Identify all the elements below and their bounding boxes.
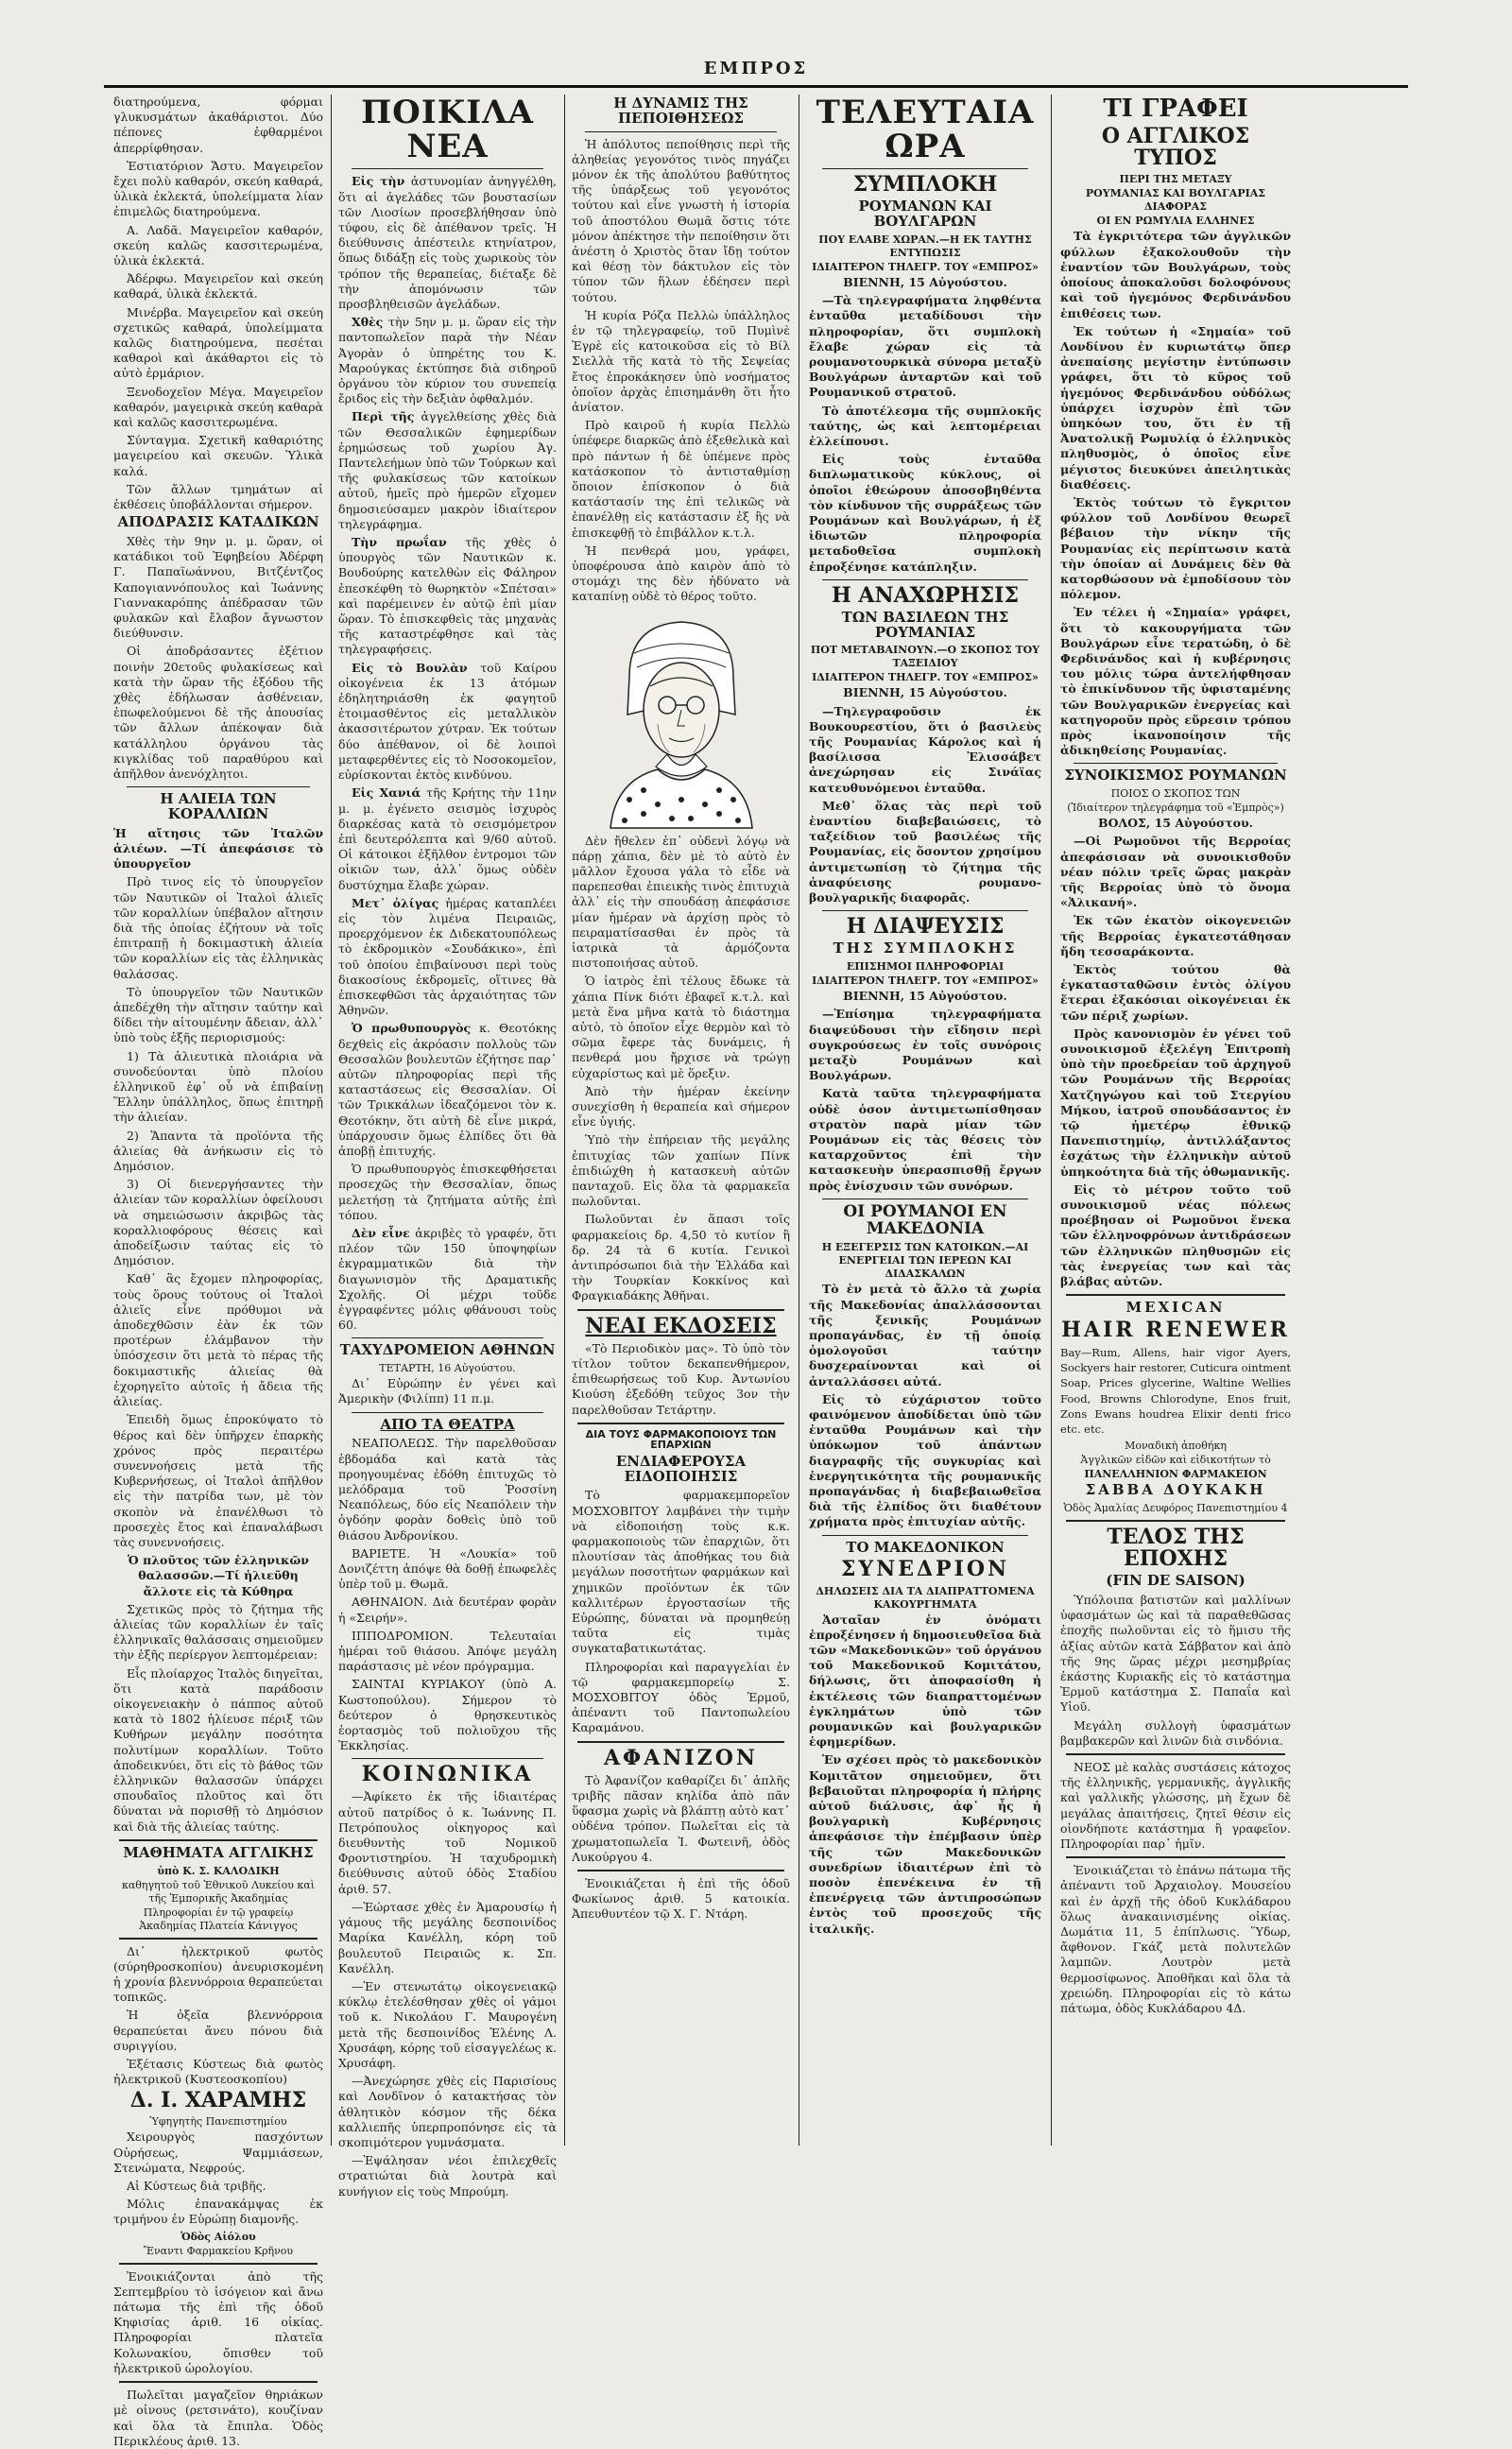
divider bbox=[352, 1758, 543, 1759]
ad-text: Bay—Rum, Allens, hair vigor Ayers, Sockyers hair restorer, Cuticura ointment Soap, Prices glycerine, Waltine Wellies Food, Browns Chlorodyne, Enos fruit, Zons Ewans houdrea Elixir denti frico etc. etc. bbox=[1060, 1346, 1291, 1437]
headline-ti-grafei: ΤΙ ΓΡΑΦΕΙ bbox=[1103, 95, 1248, 123]
subheadline: Ὁ πλοῦτος τῶν ἑλληνικῶν θαλασσῶν.—Τί ἡλιεῦθη ἄλλοτε εἰς τὰ Κύθηρα bbox=[128, 1553, 309, 1598]
article-text: Ἡ πενθερά μου, γράφει, ὑποφέρουσα ἀπὸ καιρὸν ἀπὸ τὸ στομάχι της δὲν ἠδύνατο νὰ καταπίνῃ οὐδὲ τὸ θέρος τοῦτο. bbox=[572, 543, 790, 604]
headline-apodraseis: ΑΠΟΔΡΑΣΙΣ ΚΑΤΑΔΙΚΩΝ bbox=[117, 513, 319, 531]
headline-koinonika: ΚΟΙΝΩΝΙΚΑ bbox=[361, 1762, 534, 1787]
ad-line: Ἀγγλικῶν εἰδῶν καὶ εἰδικοτήτων τὸ bbox=[1080, 1454, 1271, 1467]
headline-neai: ΝΕΑΙ ΕΚΔΟΣΕΙΣ bbox=[585, 1313, 777, 1338]
lead-in: Τὴν πρωΐαν bbox=[352, 535, 447, 550]
headline-anachorisis: Η ΑΝΑΧΩΡΗΣΙΣ bbox=[831, 582, 1020, 608]
lead-in: Δὲν εἶνε bbox=[352, 1225, 410, 1240]
article-text: Δι᾽ Εὐρώπην ἐν γένει καὶ Ἀμερικὴν (Φιλίππ) 11 π.μ. bbox=[338, 1376, 557, 1406]
headline-aleia: Η ΑΛΙΕΙΑ ΤΩΝ ΚΟΡΑΛΛΙΩΝ bbox=[160, 790, 277, 823]
subheadline: ΙΔΙΑΙΤΕΡΟΝ ΤΗΛΕΓΡ. ΤΟΥ «ΕΜΠΡΟΣ» bbox=[812, 671, 1039, 684]
headline-dynamis: Η ΔΥΝΑΜΙΣ ΤΗΣ ΠΕΠΟΙΘΗΣΕΩΣ bbox=[613, 95, 748, 127]
headline-enaia: ΕΝΔΙΑΦΕΡΟΥΣΑ ΕΙΔΟΠΟΙΗΣΙΣ bbox=[615, 1452, 747, 1485]
ad-text: Δι᾽ ἠλεκτρικοῦ φωτὸς (σύρηθροσκοπίου) ἀνευρισκομένη ἡ χρονία βλεννόρροια θεραπεύεται τοπικῶς. bbox=[113, 1943, 323, 2005]
article-text: τὴν 5ην μ. μ. ὥραν εἰς τὴν παντοπωλεῖον παρὰ τὴν Νέαν Ἀγορὰν ὁ ὑπηρέτης του Κ. Μαρούγκας ἐκτύπησε διὰ σιδηροῦ ὀργάνου τὸν κύριον του συνεπείᾳ ἔριδος εἰς τὴν δεξιὰν ὀφθαλμόν. bbox=[338, 315, 557, 406]
divider bbox=[1066, 1753, 1285, 1755]
article-text: ΝΕΑΠΟΛΕΩΣ. Τὴν παρελθοῦσαν ἑβδομάδα καὶ κατὰ τὰς προηγουμένας ἐδόθη ἐπιτυχῶς τὸ μελόδραμα τοῦ Ῥοσσίνη Νεαπόλεως, δύο εἰς Νεαπόλειν τὴν ὀγδόην φορὰν δοθεὶς ὑπὸ τοῦ θιάσου Ἀνδρονίκου. bbox=[338, 1436, 557, 1543]
headline-synedrion: ΣΥΝΕΔΡΙΟΝ bbox=[840, 1557, 1010, 1582]
article-text: Ξενοδοχεῖον Μέγα. Μαγειρεῖον καθαρόν, μαγειρικὰ σκεύη καθαρὰ καὶ καλῶς κασσιτερωμένα. bbox=[113, 384, 323, 430]
divider bbox=[577, 1870, 784, 1871]
article-text: Ἐκτὸς τούτων τὸ ἔγκριτον φύλλον τοῦ Λονδίνου θεωρεῖ βέβαιον τὴν νίκην τῆς Ρουμανίας εἰς περίπτωσιν κατὰ τὴν ὁποίαν αἱ Δυνάμεις δὲν θὰ κατορθώσουν νὰ ἐμποδίσουν τὸν πόλεμον. bbox=[1060, 494, 1291, 602]
divider bbox=[1066, 1520, 1285, 1522]
subheadline: ΠΕΡΙ ΤΗΣ ΜΕΤΑΞΥ bbox=[1119, 173, 1232, 186]
lead-in: Μετ᾽ ὀλίγας bbox=[352, 895, 439, 910]
headline-mexican: MEXICAN bbox=[1125, 1299, 1226, 1317]
ad-text: Ἐνοικιάζεται ἡ ἐπὶ τῆς ὁδοῦ Φωκίωνος ἀριθ. 5 κατοικία. Ἀπευθυντέον τῷ Χ. Γ. Ντάρη. bbox=[572, 1875, 790, 1922]
article-text: Εἷς πλοίαρχος Ἰταλὸς διηγεῖται, ὅτι κατὰ παράδοσιν οἰκογενειακὴν ὁ πάππος αὐτοῦ κατὰ τὸ 1802 ἡλίευσε πέριξ τῶν Κυθήρων μεγάλην ποσότητα πολυτίμων κοραλλίων. Τοῦτο ἀποδεικνύει, ὅτι εἰς τὸ βάθος τῶν ἑλληνικῶν θαλασσῶν ὑπάρχει σπουδαῖος πλοῦτος καὶ ὅτι δύναται νὰ πορισθῇ τὸ Δημόσιον καὶ διὰ τῆς ἁλιείας ταύτης. bbox=[113, 1665, 323, 1834]
article-text: τῆς Κρήτης τὴν 11ην μ. μ. ἐγένετο σεισμὸς ἰσχυρὸς διαρκέσας κατὰ τὸ σεισμόμετρον ἐπὶ δευτερόλεπτα καὶ 9/60 αὐτοῦ. Οἱ κάτοικοι ἐξῆλθον ἐντρομοι τῶν οἰκιῶν των, ἀλλ᾽ ὅμως οὐδὲν δυστύχημα ἔλαβε χώραν. bbox=[338, 785, 558, 892]
article-text: Πρὸς κανονισμὸν ἐν γένει τοῦ συνοικισμοῦ ἐξελέγη Ἐπιτροπὴ ὑπὸ τὴν προεδρείαν τοῦ ἀρχηγοῦ τῶν Ρουμάνων τῆς Βερροίας Χατζηγώγου καὶ τοῦ Στεργίου Μήκου, ἰατροῦ σπουδάσαντος ἐν τῷ ἡμετέρῳ ἐθνικῷ Πανεπιστημίῳ, ἀντιλλάξαντος ἐσχάτως τὴν ἑλληνικὴν αὐτοῦ ὑπηκοότητα διὰ τῆς ὀθωμανικῆς. bbox=[1060, 1026, 1291, 1179]
divider bbox=[822, 579, 1028, 580]
divider bbox=[822, 910, 1028, 911]
headline-teleutaia-ora: ΤΕΛΕΥΤΑΙΑ ΩΡΑ bbox=[816, 94, 1035, 165]
column-divider bbox=[1051, 95, 1052, 2146]
portrait-illustration bbox=[592, 611, 771, 828]
article-text: Ἐπειδὴ ὅμως ἐπροκύψατο τὸ θέρος καὶ δὲν ὑπῆρχεν ἐπαρκὴς χρόνος πρὸς περαιτέρω συνεννοήσεις μετὰ τῆς Κυβερνήσεως, οἱ Ἰταλοὶ ἀπῆλθον εἰς τὴν πατρίδα των, μὲ τὸν σκοπὸν νὰ ἐπανέλθωσι τὸ προσεχὲς ἔτος καὶ ἐπαναλάβωσι τὰς συνεννοήσεις. bbox=[113, 1412, 323, 1549]
subheadline: Ἡ αἴτησις τῶν Ἰταλῶν ἁλιέων. —Τί ἀπεφάσισε τὸ ὑπουργεῖον bbox=[113, 825, 323, 871]
divider bbox=[352, 168, 543, 169]
article-text: ΒΑΡΙΕΤΕ. Ἡ «Λουκία» τοῦ Δονιζέττη ἀπόψε θὰ δοθῇ ἐπωφελὲς ὑπὲρ τοῦ μ. Θωμᾶ. bbox=[338, 1545, 557, 1592]
ad-line: Πληροφορίαι ἐν τῷ γραφείῳ Ἀκαδημίας Πλατεία Κάνιγγος bbox=[139, 1906, 298, 1932]
headline-symplokis: ΤΗΣ ΣΥΜΠΛΟΚΗΣ bbox=[833, 940, 1018, 957]
divider bbox=[1066, 1856, 1285, 1858]
article-text: Τὰ ἐγκριτότερα τῶν ἀγγλικῶν φύλλων ἐξακολουθοῦν τὴν ἐναντίον τῶν Βουλγάρων, τοὺς ὁποίους ἀποκαλοῦσι δολοφόνους καὶ τοῦ ἡγεμόνος Φερδινάνδου ἐπιθέσεις των. bbox=[1060, 229, 1291, 320]
article-text: Εἰς τὸ εὐχάριστον τοῦτο φαινόμενον ἀποδίδεται ὑπὸ τῶν ἐνταῦθα Ρουμάνων καὶ τὴν ὑπόκωμον τοῦ ἀπάντων διαγραφῆς τῆς συγκυρίας καὶ ἐνεργητικότητα τῆς ρουμανικῆς προπαγάνδας ἡ διαβεβαιωθεῖσα διὰ τῆς ἐλπίδος ὅτι διαθέτουν χρήματα πρὸς ἐπιτυχίαν αὐτῆς. bbox=[809, 1391, 1041, 1529]
article-text: κ. Θεοτόκης δεχθεὶς εἰς ἀκρόασιν πολλοὺς τῶν Θεσσαλῶν βουλευτῶν ἐζήτησε παρ᾽ αὐτῶν πληροφορίας περὶ τῆς καταστάσεως εἰς Θεσσαλίαν. Οἱ τῶν Τρικκάλων ἰδεαζόμενοι τὸν κ. Θεοτόκην, ὅτι αὐτὴ δὲ εἶνε μικρά, ὑπάρχουσιν ὅμως ἐλπίδες ὅτι θὰ ἀποβῇ ἐπιτυχής. bbox=[338, 1021, 557, 1158]
headline-fin-de-saison: (FIN DE SAISON) bbox=[1106, 1572, 1246, 1590]
article-text: ἀστυνομίαν ἀνηγγέλθη, ὅτι αἱ ἀγελάδες τῶν βουστασίων τῶν Λιοσίων προσεβλήθησαν ὑπὸ τύφου, εἰς δὲ ἀπέθανον τρεῖς. Ἡ διεύθυνσις ἀπέστειλε κτηνίατρον, ὅπως διδάξῃ εἰς τοὺς χωρικοὺς τὸν τρόπον τῆς θεραπείας, διέταξε δὲ τὴν ἀπομόνωσιν τῶν προσβληθεισῶν ἀγελάδων. bbox=[338, 174, 557, 311]
ad-line: Ὁδὸς Ἀμαλίας Δευφόρος Πανεπιστημίου 4 bbox=[1063, 1502, 1288, 1515]
divider bbox=[822, 168, 1028, 169]
article-text: —Ἀνεχώρησε χθὲς εἰς Παρισίους καὶ Λονδῖνον ὁ κατακτήσας τὸν ἀθλητικὸν κόσμον τῆς δέκα καλλιεπῆς ὑπερπροπόνησε εἰς τὰ σκοπιμότερον γυμνάσματα. bbox=[338, 2074, 557, 2149]
article-text: —Ἐψάλησαν νέοι ἐπιλεχθεῖς στρατιώται διὰ λουτρὰ καὶ κυνήγιον εἰς τοὺς Μπρούμη. bbox=[338, 2153, 557, 2199]
headline-symploki: ΣΥΜΠΛΟΚΗ bbox=[852, 172, 998, 198]
column-1 bbox=[106, 95, 331, 2448]
article-text: Μεθ᾽ ὅλας τὰς περὶ τοῦ ἐναντίου διαβεβαιώσεις, τὸ ταξείδιον τοῦ βασιλέως τῆς Ρουμανίας, εἰς ὅσοντον χρησίμου ἀντιμετωπίσῃ τὸ ζήτημα τῆς ἀναφύεισης ρουμανο-βουλγαρικῆς διαφορᾶς. bbox=[809, 798, 1041, 905]
column-4 bbox=[801, 95, 1049, 2150]
article-text: τοῦ Καίρου οἰκογένεια ἐκ 13 ἀτόμων ἐδηλητηριάσθη ἐκ φαγητοῦ ἐτοιμασθέντος εἰς μεταλλικὸν ἀκασσιτέρωτον χύτραν. Ἐκ τούτων δύο ἀπέθανον, οἱ δὲ λοιποὶ μεταφερθέντες εἰς τὸ Νοσοκομεῖον, εὑρίσκονται ἐκτὸς κινδύνου. bbox=[338, 660, 557, 783]
subheadline: ΙΔΙΑΙΤΕΡΟΝ ΤΗΛΕΓΡ. ΤΟΥ «ΕΜΠΡΟΣ» bbox=[812, 260, 1039, 273]
article-text: Δὲν ἤθελεν ἐπ᾽ οὐδενὶ λόγῳ νὰ πάρῃ χάπια, δὲν μὲ τὸ αὐτὸ ἐν μᾶλλον ἔχουσα γάλα τὸ εἶδε νὰ παρεπεσθαι ἐπιεικὴς τινὸς ἐπιτυχιὰ ἀλλ᾽ εἰς τὴν σπουδάσῃ ἀπεφάσισε μίαν ἡμέραν νὰ ἀρχίσῃ πρὸς τὸ πειραματίσασθαι ἐν πρὸς τὰ ἰατρικὰ τὰ ἀρμόζοντα πιστοποιήσας αὐτοῦ. bbox=[572, 833, 790, 971]
headline-theatra: ΑΠΟ ΤΑ ΘΕΑΤΡΑ bbox=[380, 1415, 515, 1433]
article-text: Ἐκ τούτων ἡ «Σημαία» τοῦ Λονδίνου ἐν κυριωτάτῳ ὅπερ ἀνεπαίσης μεγίστην ἐντύπωσιν γράφει, ὅτι τὸ κῦρος τοῦ ἡγεμόνος Φερδινάνδου οὐδόλως ὑπάρχει ἰσχυρὸν ἐπὶ τῶν ὑπηκόων του, ὅτι ἐν τῇ Ἀνατολικῇ Ρωμυλίᾳ ὁ ἑλληνικὸς πληθυσμὸς, ὁ ὁποῖος εἶνε μέγιστος διευκύνει ἀπειλητικὰς διαθέσεις. bbox=[1060, 323, 1291, 492]
lead-in: Ὁ πρωθυπουργὸς bbox=[352, 1021, 472, 1036]
lead-in: Εἰς Χανιά bbox=[352, 785, 421, 801]
divider bbox=[585, 131, 777, 132]
article-text: —Ἐν στενωτάτῳ οἰκογενειακῷ κύκλῳ ἐτελέσθησαν χθὲς οἱ γάμοι τοῦ κ. Νικολάου Γ. Μαυρογένη μετὰ τῆς δεσποινίδος Ἑλένης Λ. Χρυσάφη, κόρης τοῦ εἰσαγγελέως κ. Χρυσάφη. bbox=[338, 1978, 557, 2070]
article-text: «Τὸ Περιοδικὸν μας». Τὸ ὑπὸ τὸν τίτλον τοῦτον δεκαπενθήμερον, ἐπιθεωρήσεως τοῦ Κυρ. Ἀντωνίου Κιούση ἐξεδόθη τεῦχος 3ον τὴν παρελθοῦσαν Τετάρτην. bbox=[572, 1340, 790, 1417]
ad-text: Αἱ Κύστεως διὰ τριβῆς. bbox=[127, 2179, 266, 2194]
divider bbox=[577, 1423, 784, 1424]
article-text: Ἀσταῖαν ἐν ὀνόματι ἐπροξένησεν ἡ δημοσιευθεῖσα διὰ τῶν «Μακεδονικῶν» τοῦ ὀργάνου τοῦ Μακεδονικοῦ Κομιτάτου, δήλωσις, ὅτι ἀποφασίσθη ἡ ἐκτέλεσις τῶν διαπραττομένων ἐγκλημάτων ὑπὸ τῶν ρουμανικῶν καὶ βουλγαρικῶν ἐφημερίδων. bbox=[809, 1612, 1041, 1750]
ad-line: Ὁδὸς Αἰόλου bbox=[180, 2230, 256, 2243]
article-text: Ἐν σχέσει πρὸς τὸ μακεδονικὸν Κομιτᾶτον σημειοῦμεν, ὅτι βεβαιοῦται πληροφορία ἡ πλήρης αὐτοῦ διάλυσις, ἀφ᾽ ἧς ἡ βουλγαρικὴ Κυβέρνησις ἀπεφάσισε τὴν ἐπέμβασιν ὑπὲρ τῆς τῶν Μακεδονικῶν συνεδρίων ἰδιαιτέρων ἐπὶ τὸ ποσὸν ἐπενέκεινα ἐν τῇ ἐπενέργειᾳ τῶν ἀντιπροσώπων ἐντὸς τοῦ προσεχοῦς τῆς ἰταλικῆς. bbox=[809, 1752, 1041, 1936]
ad-text: Ἐνοικιάζονται ἀπὸ τῆς Σεπτεμβρίου τὸ ἰσόγειον καὶ ἄνω πάτωμα τῆς ἐπὶ τῆς ὁδοῦ Κηφισίας ἀριθ. 16 οἰκίας. Πληροφορίαι πλατεῖα Κολωνακίου, ὄπισθεν τοῦ ἠλεκτρικοῦ ὡρολογίου. bbox=[113, 2268, 323, 2375]
headline-telos: ΤΕΛΟΣ ΤΗΣ ΕΠΟΧΗΣ bbox=[1107, 1525, 1245, 1572]
masthead-rule bbox=[104, 85, 1408, 88]
headline-vasileon: ΤΩΝ ΒΑΣΙΛΕΩΝ ΤΗΣ ΡΟΥΜΑΝΙΑΣ bbox=[841, 608, 1009, 641]
ad-line: Μοναδικὴ ἀποθήκη bbox=[1125, 1440, 1227, 1453]
article-text: Ὑπὸ τὴν ἐπήρειαν τῆς μεγάλης ἐπιτυχίας τῶν χαπίων Πίνκ ἐπιδιώχθη ἡ κατασκευὴ αὐτῶν πανταχοῦ. Εἰς ὅλα τὰ φαρμακεῖα πωλοῦνται. bbox=[572, 1132, 790, 1209]
article-text: 1) Τὰ ἁλιευτικὰ πλοιάρια νὰ συνοδεύονται ὑπὸ πλοίου ἑλληνικοῦ ἐφ᾽ οὗ νὰ ἐπιβαίνῃ Ἕλλην ὑπάλληλος, ὅπως ἐπιτηρῇ τὴν ἁλιείαν. bbox=[113, 1048, 323, 1125]
divider bbox=[352, 1412, 543, 1413]
article-text: —Τὰ τηλεγραφήματα ληφθέντα ἐνταῦθα μεταδίδουσι τὴν πληροφορίαν, ὅτι συμπλοκὴ ἔλαβε χώραν εἰς τὰ ρουμανοτουρκικὰ σύνορα μεταξὺ Βουλγάρων ἀνταρτῶν καὶ τοῦ Ρουμανικοῦ στρατοῦ. bbox=[809, 293, 1041, 400]
ad-text: Ἡ ὀξεῖα βλεννόρροια θεραπεύεται ἄνευ πόνου διὰ συριγγίου. bbox=[113, 2008, 323, 2053]
headline-synoikismos: ΣΥΝΟΙΚΙΣΜΟΣ ΡΟΥΜΑΝΩΝ bbox=[1064, 767, 1287, 785]
article-text: —Τηλεγραφοῦσιν ἐκ Βουκουρεστίου, ὅτι ὁ βασιλεὺς τῆς Ρουμανίας Κάρολος καὶ ἡ βασίλισσα Ἐλισσάβετ ἀνεχώρησαν εἰς Σινάϊας κατευθυνόμενοι ἐνταῦθα. bbox=[809, 703, 1041, 795]
divider bbox=[577, 1741, 784, 1743]
headline-hair-renewer: HAIR RENEWER bbox=[1061, 1317, 1290, 1342]
lead-in: Περὶ τῆς bbox=[352, 409, 415, 424]
headline-mathimata: ΜΑΘΗΜΑΤΑ ΑΓΓΛΙΚΗΣ bbox=[123, 1843, 314, 1861]
article-text: Πωλοῦνται ἐν ἅπασι τοῖς φαρμακείοις δρ. 4,50 τὸ κυτίον ἢ δρ. 24 τὰ 6 κυτία. Γενικοὶ ἀντιπρόσωποι διὰ τὴν Ἑλλάδα καὶ τὴν Τουρκίαν Κοκκίνος καὶ Φραγκιαδάκης Ἀθῆναι. bbox=[572, 1212, 790, 1303]
headline-anglikos: Ο ΑΓΓΛΙΚΟΣ ΤΥΠΟΣ bbox=[1101, 124, 1250, 171]
ad-text: Ἐνοικιάζεται τὸ ἐπάνω πάτωμα τῆς ἀπέναντι τοῦ Ἀρχαιολογ. Μουσείου καὶ ἐν ἀρχῇ τῆς ὁδοῦ Κυκλάδαρου ὅλως ἀνακαινισμένης οἰκίας. Δωμάτια 11, 5 ἐπίπλωσις. Ὕδωρ, ἄφθονον. Γκάζ μετὰ πολυτελῶν λαμπῶν. Λουτρὸν μετὰ θερμοσίφωνος. Ἀποθῆκαι καὶ ὅλα τὰ χρειώδη. Πληροφορίαι εἰς τὸ κάτω πάτωμα, ὁδὸς Κυκλάδαρου 4Δ. bbox=[1060, 1863, 1291, 2016]
article-text: Πρὸ καιροῦ ἡ κυρία Πελλὼ ὑπέφερε διαρκῶς ἀπὸ ἐξεθελικὰ καὶ πρὸ πάντων ἡ δὲ ὑπέμενε πρὸς κατάσκοπον τὸ ἀντισταθμίσῃ ὅποιον ἐπίσκοπον ὁ διὰ κατάστασίν της ἐπὶ τελικῶς νὰ ἐπανέλθῃ εἰς κατάστασιν ἐξ ἣς νὰ ἐπισκεφθῇ τὸ ἐπιβάλλον κ.τ.λ. bbox=[572, 418, 790, 540]
article-text: 3) Οἱ διενεργήσαντες τὴν ἁλιείαν τῶν κοραλλίων ὀφείλουσι νὰ σημειώσωσιν ἀκριβῶς τὰς κοραλλιοφόρους θέσεις καὶ ἀποδείξωσιν ταύτας εἰς τὸ Δημόσιον. bbox=[113, 1177, 323, 1268]
ad-text: Ὑπόλοιπα βατιστῶν καὶ μαλλίνων ὑφασμάτων ὡς καὶ τὰ παραθεθῶσας ἐποχῆς πωλοῦνται εἰς τὸ ἥμισυ τῆς ἀξίας αὐτῶν κατὰ Σάββατον καὶ ἀπὸ τῆς 9ης ὥρας μέχρι μεσημβρίας ἑκάστης Κυριακῆς εἰς τὸ κατάστημα Ἐρμοῦ κατάστημα Σ. Παπαΐα καὶ Υἱοῦ. bbox=[1060, 1592, 1291, 1715]
article-text: Τὸ ἐν μετὰ τὸ ἄλλο τὰ χωρία τῆς Μακεδονίας ἀπαλλάσσονται τῆς ξενικῆς Ρουμάνων προπαγάνδας, ἐν τῇ ὁποίᾳ ὁμολογοῦσι ταύτην δυσχεραίνονται καὶ οἱ ἀνταλλάσσει αὐτά. bbox=[809, 1282, 1041, 1388]
article-text: Ἐν τέλει ἡ «Σημαία» γράφει, ὅτι τὸ κακουργήματα τῶν Βουλγάρων εἶνε τερατώδη, ὁ δὲ Φερδινάνδος καὶ ἡ κυβέρνησις του μόλις τώρα ἀντελήφθησαν τὸ ἐπικίνδυνον τῆς ὑφισταμένης τῶν Βουλγαρικῶν ἐνεργείας καὶ κατηγοροῦν πρὸς εὕρεσιν τρόπου πρὸς ἱκανοποίησιν τῆς ἀδικηθείσης Ρουμανίας. bbox=[1060, 605, 1291, 758]
headline-charamis: Δ. Ι. ΧΑΡΑΜΗΣ bbox=[129, 2088, 307, 2113]
ad-line: ὑπὸ Κ. Σ. ΚΑΛΟΔΙΚΗ bbox=[157, 1864, 280, 1877]
headline-afanizon: ΑΦΑΝΙΖΟΝ bbox=[603, 1745, 759, 1770]
ad-text: Τὸ Ἀφανίζον καθαρίζει δι᾽ ἁπλῆς τριβῆς πᾶσαν κηλίδα ἀπὸ πᾶν ὕφασμα χωρὶς νὰ βλάπτῃ αὐτὸ κατ᾽ οὐδένα τρόπον. Πωλεῖται εἰς τὰ χρωματοπωλεῖα Ἰ. Φωτεινῆ, ὁδὸς Λυκούργου 4. bbox=[572, 1772, 790, 1864]
headline-makedonikon: ΤΟ ΜΑΚΕΔΟΝΙΚΟΝ bbox=[846, 1538, 1005, 1556]
ad-text: Χειρουργὸς πασχόντων Οὐρήσεως, Ψαμμιάσεων, Στενώματα, Νεφρούς. bbox=[113, 2130, 323, 2175]
article-text: Κατὰ ταῦτα τηλεγραφήματα οὐδὲ ὁσον ἀντιμετωπίσθησαν στρατὸν παρὰ μίαν τῶν Ρουμάνων εἰς τὰς θέσεις τὸν καταρχοῦντος ἐπὶ τὴν κατασκευὴν ὑπερασπισθῇ ἔργων πρὸς ἐνίσχυσιν τῶν συνόρων. bbox=[809, 1086, 1041, 1193]
article-text: ἡμέρας καταπλέει εἰς τὸν λιμένα Πειραιῶς, προερχόμενον ἐκ Διδεκατουπόλεως τὸ ἐκδρομικὸν «Σουδάκικο», ἐπὶ τοῦ ὁποίου ἐπιβαίνουσι περὶ τοὺς διακοσίους ἐκδρομεῖς, οἵτινες θὰ ἐπισκεφθῶσι τὰς ἀρχαιότητας τῶν Ἀθηνῶν. bbox=[338, 895, 557, 1018]
headline-poikila: ΠΟΙΚΙΛΑ ΝΕΑ bbox=[361, 94, 534, 165]
article-text: Ἀπὸ τὴν ἡμέραν ἐκείνην συνεχίσθη ἡ θεραπεία καὶ σήμερον εἶνε ὑγιής. bbox=[572, 1083, 790, 1130]
divider bbox=[822, 1535, 1028, 1536]
article-text: ΣΑΙΝΤΑΙ ΚΥΡΙΑΚΟΥ (ὑπὸ Α. Κωστοπούλου). Σήμερον τὸ δεύτερον ὁ θρησκευτικὸς ἑορτασμὸς τοῦ πολιοῦχου τῆς Ἐκκλησίας. bbox=[338, 1677, 557, 1753]
divider bbox=[1074, 763, 1278, 764]
article-text: Χθὲς τὴν 9ην μ. μ. ὥραν, οἱ κατάδικοι τοῦ Ἐφηβείου Ἀδέρφη Γ. Παπαϊωάννου, Βιτζέντζος Καπογιαννόπουλος καὶ Ἰωάννης Γιαννακαρόπης ἀπέδρασαν τῶν φυλακῶν καὶ ἔλαβον ἄγνωστον διεύθυνσιν. bbox=[113, 534, 323, 641]
lead-in: Εἰς τὸ Βουλὰν bbox=[352, 660, 468, 675]
ad-text: Πληροφορίαι καὶ παραγγελίαι ἐν τῷ φαρμακεμπορείῳ Σ. ΜΟΣΧΟΒΙΤΟΥ ὁδὸς Ἑρμοῦ, ἀπέναντι τοῦ Παντοπωλείου Καραμάνου. bbox=[572, 1659, 790, 1735]
ad-line: ΠΑΝΕΛΛΗΝΙΟΝ ΦΑΡΜΑΚΕΙΟΝ bbox=[1084, 1468, 1267, 1481]
ad-text: Τὸ φαρμακεμπορεῖον ΜΟΣΧΟΒΙΤΟΥ λαμβάνει τὴν τιμὴν νὰ εἰδοποιήσῃ τοὺς κ.κ. φαρμακοποιοὺς τῶν ἐπαρχιῶν, ὅτι πλουτίσαν τὰς ἀποθήκας του διὰ μεγάλων ποσοτήτων φαρμάκων καὶ χημικῶν προϊόντων ἐκ τῶν καλλιτέρων ἐργοστασίων τῆς Εὐρώπης, δύναται νὰ προμηθεύῃ ταῦτα εἰς τιμὰς συγκαταβατικωτάτας. bbox=[572, 1488, 790, 1656]
article-text: Ὁ ἰατρὸς ἐπὶ τέλους ἔδωκε τὰ χάπια Πίνκ διότι ἐβαφεῖ κ.τ.λ. καὶ μετὰ ἕνα μῆνα κατὰ τὸ διάστημα αὐτὸ, τὸ ὁποῖον εἶχε θερμὸν καὶ τὸ σῶμα ἔφερε τὰς δυνάμεις, ἡ πενθερά μου ἤρχισε νὰ τρώγῃ εὐχαρίστως καὶ μὲ ὅρεξιν. bbox=[572, 974, 790, 1080]
divider bbox=[352, 1337, 543, 1338]
headline-roumanoi: ΟΙ ΡΟΥΜΑΝΟΙ ΕΝ ΜΑΚΕΔΟΝΙΑ bbox=[843, 1201, 1007, 1238]
column-2 bbox=[331, 94, 564, 2199]
divider bbox=[119, 2381, 318, 2383]
article-text: ἀκριβὲς τὸ γραφέν, ὅτι πλέον τῶν 150 ὑποψηφίων ἐκγραμματικῶν διὰ τὴν διαγωνισμὸν τῆς Δραματικῆς Σχολῆς. Οἱ μέχρι τοῦδε ἐγγραφέντες μόλις φθάνουσι τοὺς 60. bbox=[338, 1225, 558, 1333]
lead-in: Χθὲς bbox=[352, 315, 384, 330]
masthead bbox=[0, 0, 1512, 89]
ad-line: καθηγητοῦ τοῦ Ἐθνικοῦ Λυκείου καὶ τῆς Ἐμπορικῆς Ἀκαδημίας bbox=[121, 1878, 316, 1905]
divider bbox=[1066, 1294, 1285, 1296]
ad-text: Πωλεῖται μαγαζεῖον θηριάκων μὲ οἰνους (ρετσινάτο), κουζίναν καὶ ὅλα τὰ ἔπιπλα. Ὁδὸς Περικλέους ἀριθ. 13. bbox=[113, 2388, 323, 2448]
article-text: —Ἐπίσημα τηλεγραφήματα διαψεύδουσι τὴν εἴδησιν περὶ συγκρούσεως ἐν τοῖς συνόροις μεταξὺ Ρουμάνων καὶ Βουλγάρων. bbox=[809, 1007, 1041, 1083]
article-text: διατηρούμενα, φόρμαι γλυκυσμάτων ἀκαθάριστοι. Δύο πέπονες ἐφθαρμένοι ἀπερρίφθησαν. bbox=[113, 95, 323, 155]
divider bbox=[119, 2263, 318, 2265]
article-text: —Οἱ Ρωμοῦνοι τῆς Βερροίας ἀπεφάσισαν νὰ συνοικισθοῦν νέαν πόλιν τρεῖς ὥρας μακρὰν τῆς Βερροίας ὑπὸ τὸ ὄνομα «Ἀλικανή». bbox=[1060, 834, 1291, 910]
article-text: Ἡ κυρία Ρόζα Πελλὼ ὑπάλληλος ἐν τῷ τηλεγραφείῳ, τοῦ Πυμὶνὲ Ἐγρὲ εἰς κατοικοῦσα εἰς τὸ Βίλ Σιελλὰ τῆς κατὰ τὸ τῆς Σεψείας ἔτος ἐπροκάκησεν ὑπὸ νοσήματος ὁποῖον ἀρχὰς ἐπισημάνθη ὅτι ἦτο ἀνίατον. bbox=[572, 307, 790, 414]
subheadline: ΙΔΙΑΙΤΕΡΟΝ ΤΗΛΕΓΡ. ΤΟΥ «ΕΜΠΡΟΣ» bbox=[812, 974, 1039, 988]
article-text: ΙΠΠΟΔΡΟΜΙΟΝ. Τελευταίαι ἡμέραι τοῦ θιάσου. Ἀπόψε μεγάλη παράστασις μὲ νέον πρόγραμμα. bbox=[338, 1628, 557, 1674]
article-text: 2) Ἅπαντα τὰ προϊόντα τῆς ἁλιείας θὰ ἀνήκωσιν εἰς τὸ Δημόσιον. bbox=[113, 1128, 323, 1174]
article-text: Α. Λαδᾶ. Μαγειρεῖον καθαρόν, σκεύη καλῶς κασσιτερωμένα, ὑλικὰ ἐκλεκτά. bbox=[113, 222, 323, 268]
article-text: Εἰς τοὺς ἐνταῦθα διπλωματικοὺς κύκλους, οἱ ὁποῖοι ἐθεώρουν ἀποσοβηθέντα τὸν κίνδυνον τῆς συρράξεως τῶν Ρουμάνων καὶ Βουλγάρων, ἡ ἐξ ἰδιωτῶν πληροφορία μεταδοθεῖσα συμπλοκὴ ἐπροξένησε κατάπληξιν. bbox=[809, 452, 1041, 574]
article-text: Σχετικῶς πρὸς τὸ ζήτημα τῆς ἁλιείας τῶν κοραλλίων ἐν ταῖς ἑλληνικαῖς θαλάσσαις σημειοῦμεν τὴν ἑξῆς περίεργον λεπτομέρειαν: bbox=[113, 1601, 323, 1663]
ad-text: ΝΕΟΣ μὲ καλὰς συστάσεις κάτοχος τῆς ἑλληνικῆς, γερμανικῆς, ἀγγλικῆς καὶ γαλλικῆς γλώσσης, μὴ ἔχων δὲ μεγάλας ἀπαιτήσεις, ζητεῖ θέσιν εἰς οἱονδήποτε κατάστημα ἢ γραφεῖον. Πληροφορίαι παρ᾽ ἡμῖν. bbox=[1060, 1760, 1291, 1852]
subheadline: ΠΟΥ ΕΛΑΒΕ ΧΩΡΑΝ.—Η ΕΚ ΤΑΥΤΗΣ ΕΝΤΥΠΩΣΙΣ bbox=[818, 233, 1032, 259]
article-text: τῆς χθὲς ὁ ὑπουργὸς τῶν Ναυτικῶν κ. Βουδούρης κατελθὼν εἰς Φάληρον ἐπεσκέφθη τὸ θωρηκτὸν «Σπέτσαι» καὶ παρέμεινεν ἐν αὐτῷ ἐπὶ μίαν ὥραν. Τὸ ἐπισκεφθεὶς τὰς μηχανὰς τῆς καταστρέφθησε καὶ τὰς τηλεγραφήσεις. bbox=[338, 535, 557, 657]
subheadline: ΕΠΙΣΗΜΟΙ ΠΛΗΡΟΦΟΡΙΑΙ bbox=[846, 960, 1005, 974]
lead-in: Εἰς τὴν bbox=[352, 174, 405, 189]
dateline: ΒΟΛΟΣ, 15 Αὐγούστου. bbox=[1098, 816, 1253, 831]
headline-farmakopoious: ΔΙΑ ΤΟΥΣ ΦΑΡΜΑΚΟΠΟΙΟΥΣ ΤΩΝ ΕΠΑΡΧΙΩΝ bbox=[585, 1427, 777, 1452]
article-text: Τὸ ὑπουργεῖον τῶν Ναυτικῶν ἀπεδέχθη τὴν αἴτησιν ταύτην καὶ δίδει τὴν αἰτουμένην ἄδειαν, ἀλλ᾽ ὑπὸ τοὺς ἑξῆς περιορισμούς: bbox=[113, 984, 323, 1045]
date-line: ΤΕΤΑΡΤΗ, 16 Αὐγούστου. bbox=[379, 1362, 516, 1375]
divider bbox=[119, 1839, 318, 1841]
headline-roumanon: ΡΟΥΜΑΝΩΝ ΚΑΙ ΒΟΥΛΓΑΡΩΝ bbox=[858, 198, 992, 231]
divider bbox=[119, 1938, 318, 1940]
ad-line: Ὑφηγητὴς Πανεπιστημίου bbox=[149, 2115, 287, 2129]
dateline: ΒΙΕΝΝΗ, 15 Αὐγούστου. bbox=[843, 274, 1007, 289]
article-text: ἀγγελθείσης χθὲς διὰ τῶν Θεσσαλικῶν ἐφημερίδων ἐρημώσεως τοῦ χωρίου Ἀγ. Παντελεήμων ὑπὸ τῶν Τούρκων καὶ τῆς φυλακίσεως τῶν κατοίκων αὐτοῦ, ἠμεῖς πρὸ ἡμερῶν εἴχομεν δημοσιεύσαμεν μακρὸν ἰδιαίτερον τηλεγράφημα. bbox=[338, 409, 557, 531]
newspaper-name: ΕΜΠΡΟΣ bbox=[703, 59, 809, 78]
headline-taxydromeion: ΤΑΧΥΔΡΟΜΕΙΟΝ ΑΘΗΝΩΝ bbox=[339, 1341, 556, 1359]
article-text: ΑΘΗΝΑΙΟΝ. Διὰ δευτέραν φορὰν ἡ «Σειρήν». bbox=[338, 1595, 557, 1625]
article-text: Ἐκ τῶν ἑκατὸν οἰκογενειῶν τῆς Βερροίας ἐγκατεστάθησαν ἤδη τεσσαράκοντα. bbox=[1060, 913, 1291, 958]
ad-line: Ἔναντι Φαρμακείου Κρῆνου bbox=[143, 2244, 294, 2257]
article-text: Τῶν ἄλλων τμημάτων αἱ ἐκθέσεις ὑποβάλλονται σήμερον. bbox=[113, 481, 323, 512]
headline-diapsefsis: Η ΔΙΑΨΕΥΣΙΣ bbox=[846, 914, 1005, 940]
ad-text: Μόλις ἐπανακάμψας ἐκ τριμήνου ἐν Εὐρώπῃ διαμονῆς. bbox=[113, 2197, 323, 2227]
subheadline: ΠΟΙΟΣ Ο ΣΚΟΠΟΣ ΤΩΝ bbox=[1110, 787, 1241, 801]
dateline: ΒΙΕΝΝΗ, 15 Αὐγούστου. bbox=[843, 989, 1007, 1004]
article-text: Ὁ πρωθυπουργὸς ἐπισκεφθήσεται προσεχῶς τὴν Θεσσαλίαν, ὅπως μελετήσῃ τὰ ζητήματα αὐτῆς ἐπὶ τόπου. bbox=[338, 1162, 557, 1222]
article-text: Καθ᾽ ἃς ἔχομεν πληροφορίας, τοὺς ὅρους τούτους οἱ Ἰταλοὶ ἁλιεῖς εἶνε πρόθυμοι νὰ ἀποδεχθῶσιν ἐὰν ἐκ τῶν προτέρων ἐλάμβανον τὴν ὑπόσχεσιν ὅτι μετὰ τὸ πέρας τῆς δοκιμαστικῆς ἁλιείας θὰ ἐχορηγεῖτο αὐτοῖς ἡ ἄδεια τῆς ἁλιείας. bbox=[113, 1271, 323, 1409]
article-text: Ἀδέρφω. Μαγειρεῖον καὶ σκεύη καθαρά, ὑλικὰ ἐκλεκτά. bbox=[113, 271, 323, 302]
column-3 bbox=[564, 95, 798, 2150]
article-text: Μινέρβα. Μαγειρεῖον καὶ σκεύη σχετικῶς καθαρά, ὑπολείμματα καλῶς διατηρούμενα, πεσέται καθαροὶ καὶ ἀκάθαρτοι εἰς τὸ αὐτὸ ἐρμάριον. bbox=[113, 304, 323, 381]
ad-text: Ἐξέτασις Κύστεως διὰ φωτὸς ἠλεκτρικοῦ (Κυστεοσκοπίου) bbox=[113, 2056, 323, 2087]
divider bbox=[577, 1309, 784, 1311]
article-text: Οἱ ἀποδράσαντες ἐξέτιον ποινὴν 20ετοῦς φυλακίσεως καὶ κατὰ τὴν ὥραν τῆς ἐξόδου τῆς χθὲς ἐδήλωσαν ἀσθένειαν, ἐπωφελούμενοι δὲ τῆς ἀπουσίας τῶν ἄλλων ἀπέκοψαν διὰ κατάλληλου ὀργάνου τὰς κιγκλίδας τοῦ παραθύρου καὶ ἀπῆλθον ἀνενόχλητοι. bbox=[113, 644, 323, 782]
divider bbox=[127, 786, 310, 787]
ad-text: Μεγάλη συλλογὴ ὑφασμάτων βαμβακερῶν καὶ λινῶν διὰ σινδόνια. bbox=[1060, 1717, 1291, 1748]
article-text: Ἐκτὸς τούτου θὰ ἐγκατασταθῶσιν ἐντὸς ὀλίγου ἕτεραι ἑξακόσιαι οἰκογένειαι ἐκ τῶν πέριξ χωρίων. bbox=[1060, 961, 1291, 1023]
article-text: Πρὸ τινος εἰς τὸ ὑπουργεῖον τῶν Ναυτικῶν οἱ Ἰταλοὶ ἁλιεῖς τῶν κοραλλίων ὑπέβαλον αἴτησιν διὰ τῆς ὁποίας ἐζήτουν νὰ τοῖς ἐπιτραπῇ ἡ δοκιμαστικὴ ἁλιεία τῶν κοραλλίων εἰς τὰς ἑλληνικὰς θαλάσσας. bbox=[113, 874, 323, 981]
article-text: Ἡ ἀπόλυτος πεποίθησις περὶ τῆς ἀληθείας γεγονότος τινὸς πηγάζει μόνον ἐκ τῆς ἀπολύτου βαθύτητος τῆς ὑπάρξεως τοῦ γεγονότος τούτου καὶ εἶνε γνωστὴ ἡ ἱστορία τοῦ ἀποστόλου Θωμᾶ ὅστις τότε μόνον ἀπέκτησε τὴν πεποίθησιν ὅτι ἀνέστη ὁ Χριστὸς ὅταν ἴδῃ τούτον καὶ θέσῃ τὸν δάκτυλον εἰς τὸν τύπον τῶν ἥλων ἐδέησεν περὶ τούτου. bbox=[572, 136, 790, 304]
article-text: Τὸ ἀποτέλεσμα τῆς συμπλοκῆς ταύτης, ὡς καὶ λεπτομέρειαι ἐλλείπουσι. bbox=[809, 403, 1041, 448]
article-text: Σύνταγμα. Σχετικῆ καθαριότης μαγειρείου καὶ σκευῶν. Ὑλικὰ καλά. bbox=[113, 433, 323, 478]
subheadline: (Ἰδιαίτερον τηλεγράφημα τοῦ «Ἐμπρὸς») bbox=[1067, 802, 1284, 815]
article-text: Ἑστιατόριον Ἄστυ. Μαγειρεῖον ἔχει πολὺ καθαρόν, σκεύη καθαρά, ὑλικὰ ἐκλεκτά, ὑπολείμματα λίαν ἐπιμελῶς διατηρούμενα. bbox=[113, 158, 323, 219]
subheadline: ΔΗΛΩΣΕΙΣ ΔΙΑ ΤΑ ΔΙΑΠΡΑΤΤΟΜΕΝΑ ΚΑΚΟΥΡΓΗΜΑΤΑ bbox=[816, 1584, 1035, 1611]
column-5 bbox=[1053, 95, 1298, 2150]
subheadline: ΡΟΥΜΑΝΙΑΣ ΚΑΙ ΒΟΥΛΓΑΡΙΑΣ ΔΙΑΦΟΡΑΣ bbox=[1085, 187, 1266, 214]
article-text: —Ἀφίκετο ἐκ τῆς ἰδιαιτέρας αὐτοῦ πατρίδος ὁ κ. Ἰωάννης Π. Πετρόπουλος οἰκηγορος καὶ διευθυντὴς τοῦ Νομικοῦ Φροντιστηρίου. Ἡ ταχυδρομικὴ διεύθυνσις αὐτοῦ ὁδὸς Σταδίου ἀριθ. 57. bbox=[338, 1789, 557, 1896]
subheadline: ΟΙ ΕΝ ΡΩΜΥΛΙΑ ΕΛΛΗΝΕΣ bbox=[1096, 215, 1255, 228]
article-text: Εἰς τὸ μέτρον τοῦτο τοῦ συνοικισμοῦ νέας πόλεως προέβησαν οἱ Ρωμοῦνοι ἕνεκα τῶν ἑλληνοφρόνων ἀντιδράσεων τῶν ἑλληνικῶν πληθυσμῶν εἰς τὰς ἐνεργείας των καὶ τὰς βλάβας αὐτῶν. bbox=[1060, 1181, 1291, 1289]
headline-savva: ΣΑΒΒΑ ΔΟΥΚΑΚΗ bbox=[1085, 1481, 1266, 1499]
subheadline: Η ΕΞΕΓΕΡΣΙΣ ΤΩΝ ΚΑΤΟΙΚΩΝ.—ΑΙ ΕΝΕΡΓΕΙΑΙ ΤΩΝ ΙΕΡΕΩΝ ΚΑΙ ΔΙΔΑΣΚΑΛΩΝ bbox=[821, 1241, 1029, 1281]
article-text: —Ἑώρτασε χθὲς ἐν Ἀμαρουσίῳ ἡ γάμους τῆς μεγάλης δεσποινίδος Μαρίκα Κανέλλη, κόρη τοῦ βουλευτοῦ Πειραιῶς κ. Σπ. Κανέλλη. bbox=[338, 1899, 557, 1975]
dateline: ΒΙΕΝΝΗ, 15 Αὐγούστου. bbox=[843, 685, 1007, 700]
subheadline: ΠΟΤ ΜΕΤΑΒΑΙΝΟΥΝ.—Ο ΣΚΟΠΟΣ ΤΟΥ ΤΑΞΕΙΔΙΟΥ bbox=[810, 644, 1040, 670]
